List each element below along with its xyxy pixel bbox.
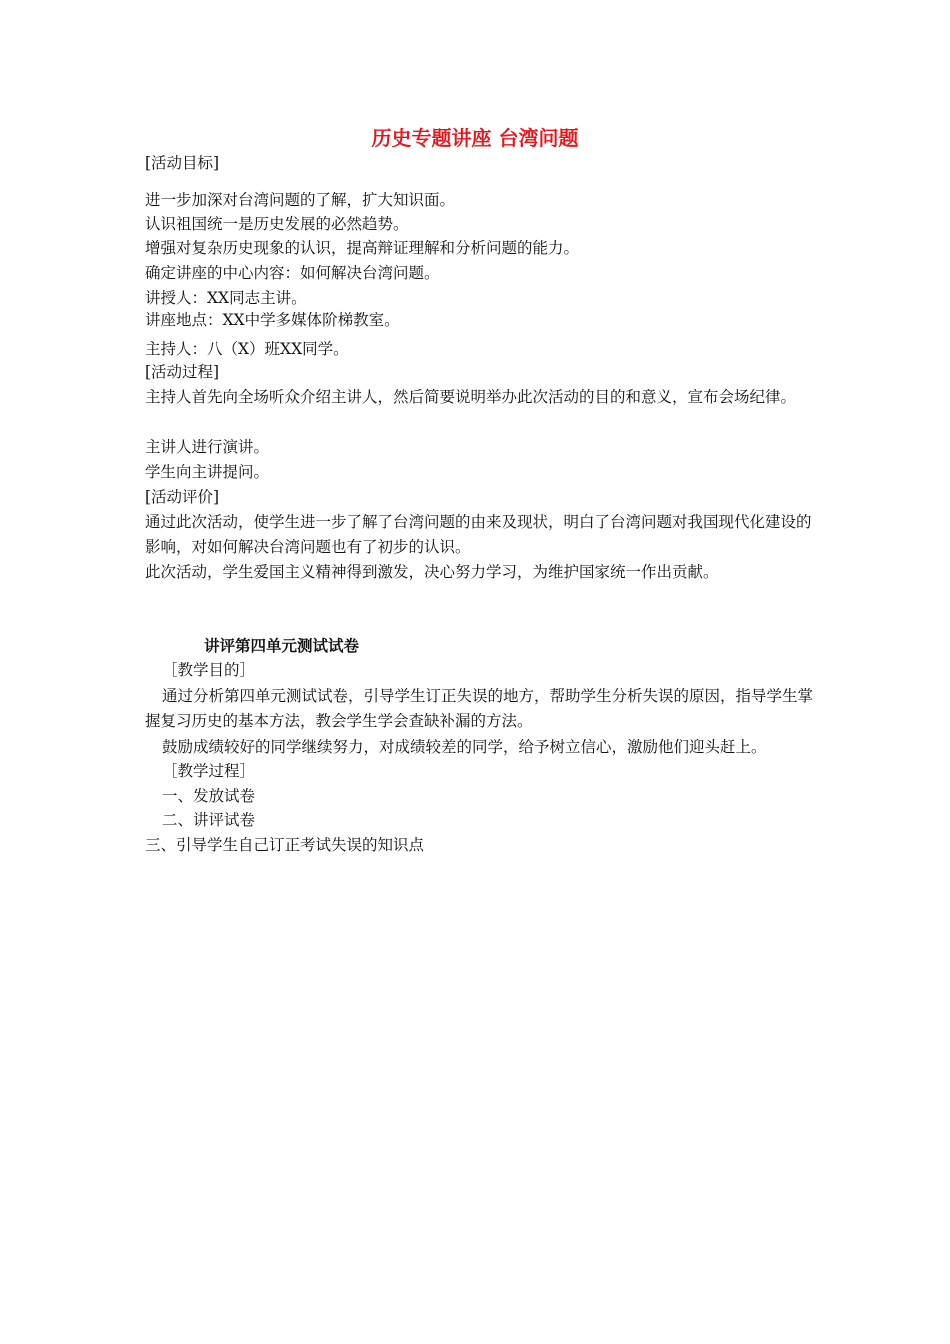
eval-item: 此次活动，学生爱国主义精神得到激发，决心努力学习，为维护国家统一作出贡献。 [145,563,719,581]
aim-item: 鼓励成绩较好的同学继续努力，对成绩较差的同学，给予树立信心，激励他们迎头赶上。 [162,738,767,756]
step-item: 一、发放试卷 [162,787,256,805]
eval-item: 通过此次活动，使学生进一步了解了台湾问题的由来及现状，明白了台湾问题对我国现代化建设的影响，对如何解决台湾问题也有了初步的认识。 [145,513,812,556]
aim-heading: ［教学目的］ [162,661,256,679]
goal-item: 认识祖国统一是历史发展的必然趋势。 [145,215,409,233]
venue-line: 讲座地点：XX中学多媒体阶梯教室。 [145,311,400,329]
step-item: 三、引导学生自己订正考试失误的知识点 [145,836,425,854]
aim-item: 通过分析第四单元测试试卷，引导学生订正失误的地方，帮助学生分析失误的原因，指导学生掌握复习历史的基本方法，教会学生学会查缺补漏的方法。 [145,687,814,730]
process-item: 主持人首先向全场听众介绍主讲人，然后简要说明举办此次活动的目的和意义，宣布会场纪律。 [145,388,797,406]
step-item: 二、讲评试卷 [162,811,256,829]
goal-heading: [活动目标] [145,154,220,172]
process-item: 学生向主讲提问。 [145,463,270,481]
goal-item: 确定讲座的中心内容：如何解决台湾问题。 [145,264,440,282]
process-item: 主讲人进行演讲。 [145,438,270,456]
goal-item: 进一步加深对台湾问题的了解，扩大知识面。 [145,191,456,209]
host-line: 主持人：八（X）班XX同学。 [145,340,349,358]
document-title: 历史专题讲座 台湾问题 [371,126,579,150]
section-title: 讲评第四单元测试试卷 [204,637,360,655]
teaching-process-heading: ［教学过程］ [162,762,256,780]
speaker-line: 讲授人：XX同志主讲。 [145,289,307,307]
eval-heading: [活动评价] [145,488,220,506]
process-heading: [活动过程] [145,363,220,381]
goal-item: 增强对复杂历史现象的认识，提高辩证理解和分析问题的能力。 [145,239,580,257]
